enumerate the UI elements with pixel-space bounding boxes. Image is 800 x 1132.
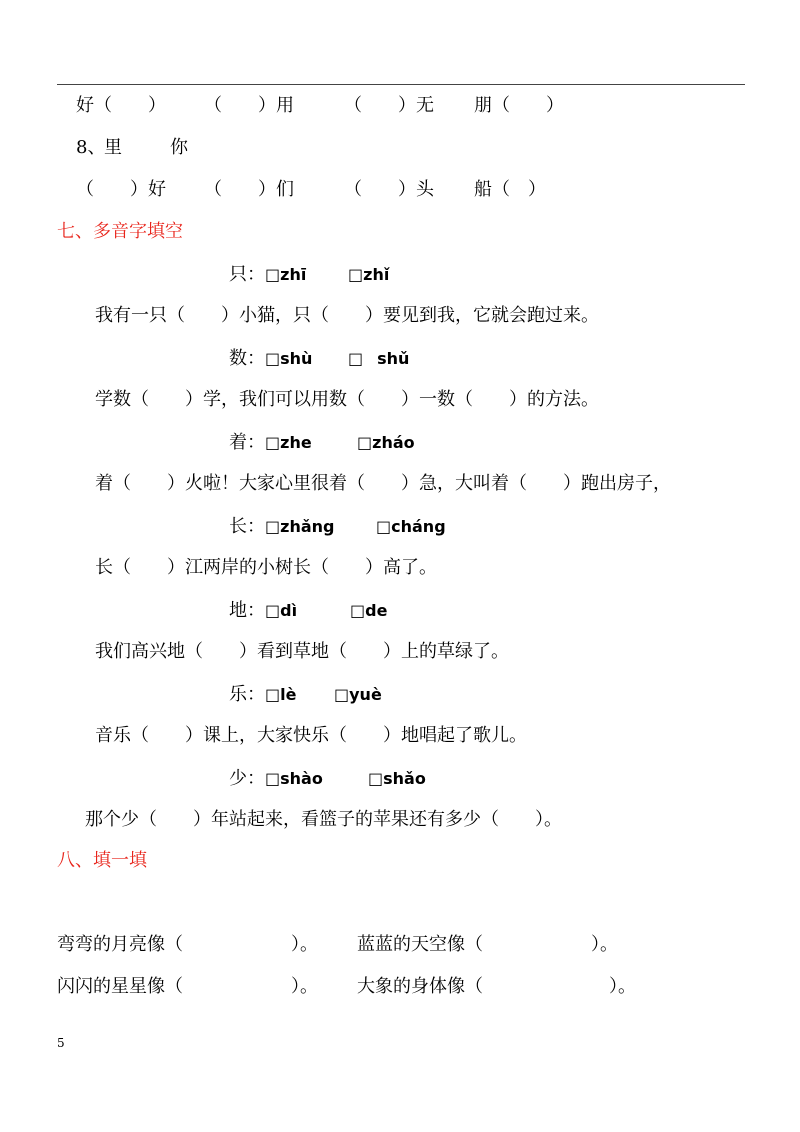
pinyin-option: shǔ <box>377 349 410 368</box>
char-label: 少： <box>229 768 265 789</box>
pinyin-option: dì <box>280 601 298 620</box>
sentence: 那个少（ ）年站起来，看篮子的苹果还有多少（ ）。 <box>85 809 562 830</box>
simile-item: 蓝蓝的天空像（ ）。 <box>357 934 618 955</box>
pinyin-line <box>368 768 426 790</box>
checkbox-icon: □ <box>265 769 281 788</box>
pinyin-line <box>350 600 387 622</box>
pinyin-option: zhǐ <box>363 265 390 284</box>
simile-item: 闪闪的星星像（ ）。 <box>57 976 318 997</box>
pinyin-option: de <box>365 601 388 620</box>
simile-item: 弯弯的月亮像（ ）。 <box>57 934 318 955</box>
checkbox-icon: □ <box>376 517 392 536</box>
fill-item: （ ）用 <box>204 95 294 116</box>
header-rule <box>57 84 745 85</box>
sentence: 我们高兴地（ ）看到草地（ ）上的草绿了。 <box>95 641 509 662</box>
fill-item: （ ）好 <box>76 179 166 200</box>
checkbox-icon: □ <box>334 685 350 704</box>
checkbox-icon: □ <box>265 349 281 368</box>
pinyin-line <box>229 516 334 538</box>
pinyin-line <box>376 516 446 538</box>
char-label: 地： <box>229 600 265 621</box>
sentence: 音乐（ ）课上，大家快乐（ ）地唱起了歌儿。 <box>95 725 527 746</box>
fill-item: 好（ ） <box>76 95 166 116</box>
pinyin-option: zháo <box>372 433 415 452</box>
checkbox-icon: □ <box>350 601 366 620</box>
pinyin-option: shǎo <box>383 769 426 788</box>
checkbox-icon: □ <box>348 265 364 284</box>
char-label: 里 <box>104 137 122 158</box>
pinyin-option: zhe <box>280 433 312 452</box>
sentence: 着（ ）火啦！大家心里很着（ ）急，大叫着（ ）跑出房子， <box>95 473 671 494</box>
pinyin-option: zhǎng <box>280 517 335 536</box>
pinyin-option: yuè <box>349 685 382 704</box>
page-number: 5 <box>57 1036 65 1050</box>
checkbox-icon: □ <box>348 349 364 368</box>
checkbox-icon: □ <box>368 769 384 788</box>
sentence: 长（ ）江两岸的小树长（ ）高了。 <box>95 557 437 578</box>
pinyin-line <box>229 684 296 706</box>
pinyin-line <box>229 432 312 454</box>
pinyin-option: cháng <box>391 517 446 536</box>
pinyin-line <box>229 768 323 790</box>
pinyin-line <box>357 432 415 454</box>
pinyin-line <box>229 600 297 622</box>
section-title: 八、填一填 <box>57 850 147 871</box>
sentence: 我有一只（ ）小猫，只（ ）要见到我，它就会跑过来。 <box>95 305 599 326</box>
pinyin-option: lè <box>280 685 297 704</box>
char-label: 乐： <box>229 684 265 705</box>
fill-item: （ ）无 <box>344 95 434 116</box>
char-label: 只： <box>229 264 265 285</box>
pinyin-option: shù <box>280 349 313 368</box>
checkbox-icon: □ <box>265 601 281 620</box>
checkbox-icon: □ <box>265 517 281 536</box>
checkbox-icon: □ <box>265 433 281 452</box>
fill-item: （ ）们 <box>204 179 294 200</box>
checkbox-icon: □ <box>265 685 281 704</box>
item-number: 8、 <box>76 137 106 158</box>
pinyin-line <box>334 684 382 706</box>
checkbox-icon: □ <box>357 433 373 452</box>
checkbox-icon: □ <box>265 265 281 284</box>
char-label: 数： <box>229 348 265 369</box>
fill-item: （ ）头 <box>344 179 434 200</box>
pinyin-line <box>348 264 389 286</box>
simile-item: 大象的身体像（ ）。 <box>357 976 636 997</box>
pinyin-line <box>229 348 312 370</box>
sentence: 学数（ ）学，我们可以用数（ ）一数（ ）的方法。 <box>95 389 599 410</box>
pinyin-line <box>229 264 306 286</box>
char-label: 长： <box>229 516 265 537</box>
char-label: 着： <box>229 432 265 453</box>
section-title: 七、多音字填空 <box>57 221 183 242</box>
char-label: 你 <box>170 137 188 158</box>
fill-item: 朋（ ） <box>474 95 564 116</box>
pinyin-option: shào <box>280 769 323 788</box>
pinyin-line <box>348 348 409 370</box>
fill-item: 船（ ） <box>474 179 546 200</box>
pinyin-option: zhī <box>280 265 307 284</box>
